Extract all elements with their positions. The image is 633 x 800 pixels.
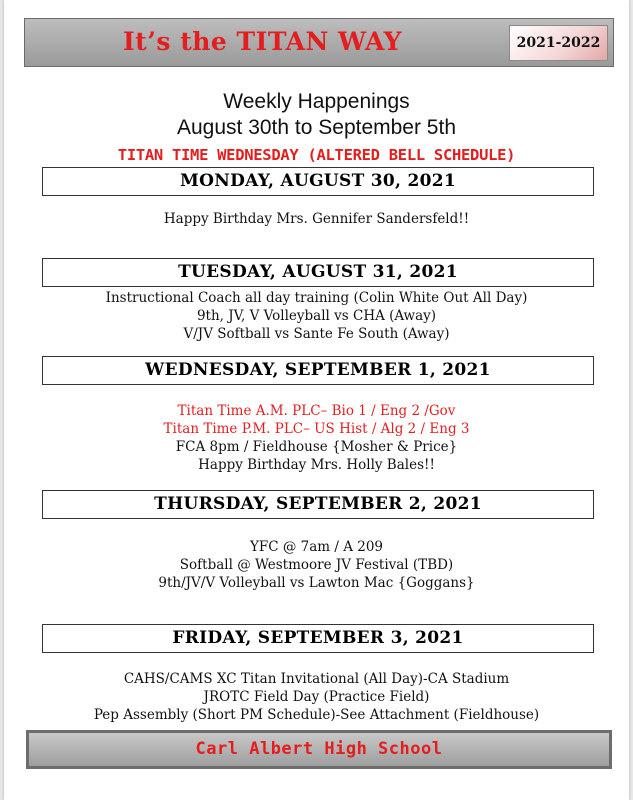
- flyer-page: [4, 0, 629, 800]
- event-item: CAHS/CAMS XC Titan Invitational (All Day)-CA Stadium: [123, 671, 510, 687]
- event-item: Softball @ Westmoore JV Festival (TBD): [179, 557, 454, 573]
- weekly-happenings-title: Weekly Happenings: [223, 90, 410, 113]
- banner-title: It’s the TITAN WAY: [122, 27, 403, 56]
- event-item: 9th/JV/V Volleyball vs Lawton Mac {Goggans}: [158, 575, 475, 591]
- day-header-friday: FRIDAY, SEPTEMBER 3, 2021: [42, 624, 594, 653]
- event-item: FCA 8pm / Fieldhouse {Mosher & Price}: [175, 439, 458, 455]
- day-header-thursday: THURSDAY, SEPTEMBER 2, 2021: [42, 490, 594, 519]
- event-item: Happy Birthday Mrs. Gennifer Sandersfeld!!: [163, 211, 470, 227]
- date-range-title: August 30th to September 5th: [176, 116, 457, 139]
- day-header-tuesday: TUESDAY, AUGUST 31, 2021: [42, 258, 594, 287]
- event-item: Titan Time A.M. PLC– Bio 1 / Eng 2 /Gov: [177, 403, 456, 419]
- school-year-badge: 2021-2022: [509, 25, 608, 61]
- event-item: 9th, JV, V Volleyball vs CHA (Away): [196, 308, 437, 324]
- thursday-events: [4, 538, 629, 592]
- tuesday-events: [4, 289, 629, 343]
- event-item: YFC @ 7am / A 209: [249, 539, 384, 555]
- titan-time-alert: TITAN TIME WEDNESDAY (ALTERED BELL SCHEDULE): [117, 146, 516, 164]
- event-item: Pep Assembly (Short PM Schedule)-See Attachment (Fieldhouse): [93, 707, 540, 723]
- event-item: Instructional Coach all day training (Colin White Out All Day): [105, 290, 528, 306]
- event-item: JROTC Field Day (Practice Field): [203, 689, 430, 705]
- day-header-monday: MONDAY, AUGUST 30, 2021: [42, 167, 594, 196]
- event-item: Titan Time P.M. PLC– US Hist / Alg 2 / Eng 3: [163, 421, 470, 437]
- event-item: Happy Birthday Mrs. Holly Bales!!: [198, 457, 435, 473]
- header-banner: [24, 18, 614, 67]
- monday-events: [4, 210, 629, 228]
- friday-events: [4, 670, 629, 724]
- school-name-footer: Carl Albert High School: [26, 730, 612, 769]
- day-header-wednesday: WEDNESDAY, SEPTEMBER 1, 2021: [42, 356, 594, 385]
- wednesday-events: [4, 402, 629, 474]
- event-item: V/JV Softball vs Sante Fe South (Away): [183, 326, 450, 342]
